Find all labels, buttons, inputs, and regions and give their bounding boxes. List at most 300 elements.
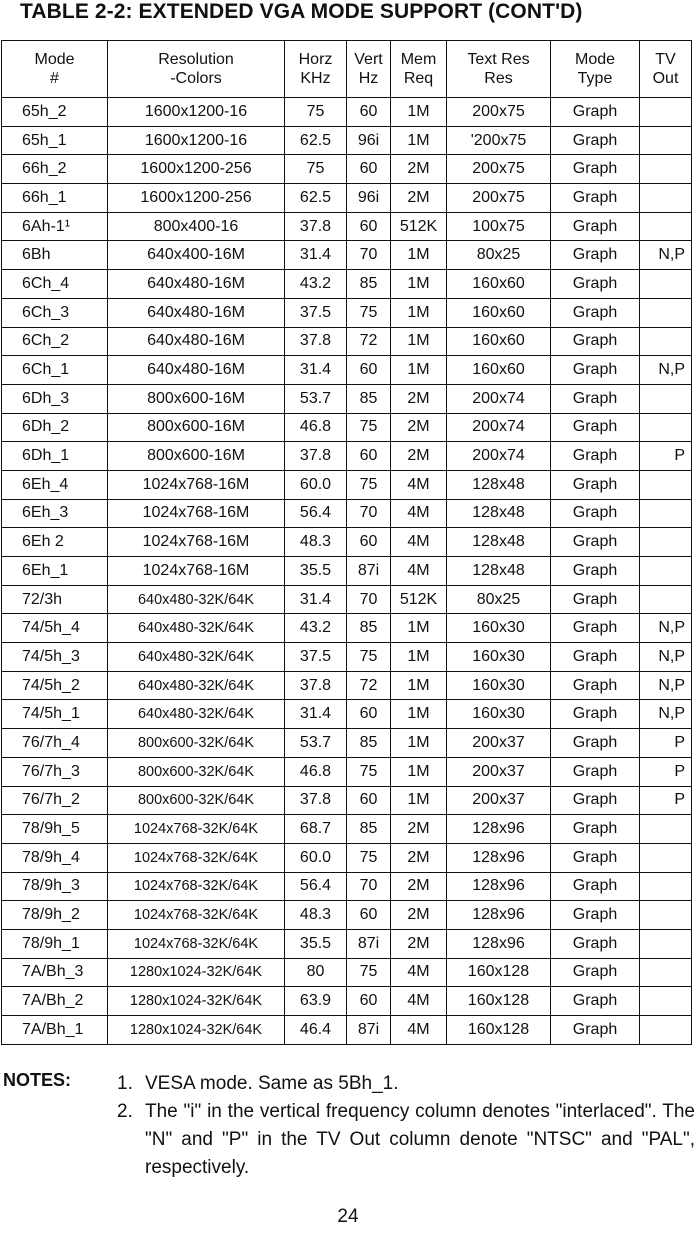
- cell-tv: N,P: [640, 356, 692, 385]
- cell-mode: 6Dh_1: [2, 442, 108, 471]
- cell-mode: 6Eh_1: [2, 557, 108, 586]
- cell-type: Graph: [551, 929, 640, 958]
- cell-res: 640x480-16M: [108, 298, 285, 327]
- cell-mode: 7A/Bh_1: [2, 1016, 108, 1045]
- cell-vert: 60: [347, 155, 391, 184]
- cell-horz: 60.0: [285, 470, 347, 499]
- table-row: [2, 184, 692, 213]
- cell-textres: 200x75: [447, 98, 551, 127]
- header-text-res-line1: Text Res: [467, 51, 530, 68]
- cell-res: 1600x1200-256: [108, 184, 285, 213]
- cell-res: 1024x768-32K/64K: [108, 901, 285, 930]
- cell-mode: 78/9h_4: [2, 843, 108, 872]
- cell-mode: 7A/Bh_3: [2, 958, 108, 987]
- cell-mem: 1M: [391, 643, 447, 672]
- cell-mem: 1M: [391, 126, 447, 155]
- cell-mode: 6Eh_4: [2, 470, 108, 499]
- header-tv-out-line1: TV: [655, 51, 676, 68]
- header-text-res: [447, 41, 551, 98]
- cell-vert: 60: [347, 786, 391, 815]
- cell-res: 640x480-16M: [108, 356, 285, 385]
- header-mode-line2: #: [50, 70, 59, 87]
- cell-mode: 74/5h_2: [2, 671, 108, 700]
- cell-horz: 46.8: [285, 413, 347, 442]
- table-row: [2, 499, 692, 528]
- cell-mem: 4M: [391, 470, 447, 499]
- cell-textres: 100x75: [447, 212, 551, 241]
- cell-textres: 200x74: [447, 442, 551, 471]
- cell-mem: 4M: [391, 987, 447, 1016]
- cell-res: 1024x768-32K/64K: [108, 872, 285, 901]
- cell-res: 640x480-32K/64K: [108, 614, 285, 643]
- cell-textres: 160x128: [447, 987, 551, 1016]
- cell-res: 800x600-32K/64K: [108, 757, 285, 786]
- table-row: [2, 671, 692, 700]
- cell-horz: 60.0: [285, 843, 347, 872]
- cell-tv: [640, 929, 692, 958]
- cell-textres: 200x37: [447, 729, 551, 758]
- cell-res: 800x600-16M: [108, 442, 285, 471]
- cell-mode: 65h_2: [2, 98, 108, 127]
- cell-vert: 60: [347, 987, 391, 1016]
- cell-mode: 6Bh: [2, 241, 108, 270]
- cell-tv: N,P: [640, 614, 692, 643]
- cell-type: Graph: [551, 298, 640, 327]
- cell-vert: 72: [347, 671, 391, 700]
- header-resolution: [108, 41, 285, 98]
- table-row: [2, 585, 692, 614]
- cell-vert: 60: [347, 212, 391, 241]
- cell-mode: 78/9h_1: [2, 929, 108, 958]
- cell-mem: 1M: [391, 327, 447, 356]
- cell-mode: 6Eh_3: [2, 499, 108, 528]
- header-mode-type-line2: Type: [577, 70, 613, 87]
- cell-textres: 80x25: [447, 585, 551, 614]
- cell-res: 800x600-16M: [108, 384, 285, 413]
- header-resolution-line2: -Colors: [170, 70, 222, 87]
- cell-tv: [640, 327, 692, 356]
- table-row: [2, 557, 692, 586]
- header-vert-line1: Vert: [354, 51, 383, 68]
- header-mode: [2, 41, 108, 98]
- cell-mem: 1M: [391, 298, 447, 327]
- table-row: [2, 126, 692, 155]
- table-header: [2, 41, 692, 98]
- cell-vert: 70: [347, 585, 391, 614]
- cell-tv: [640, 270, 692, 299]
- table-row: [2, 872, 692, 901]
- cell-vert: 60: [347, 901, 391, 930]
- cell-vert: 75: [347, 757, 391, 786]
- cell-type: Graph: [551, 442, 640, 471]
- cell-type: Graph: [551, 241, 640, 270]
- cell-textres: 160x30: [447, 614, 551, 643]
- header-mode-line1: Mode: [34, 51, 75, 68]
- cell-tv: [640, 184, 692, 213]
- cell-horz: 56.4: [285, 872, 347, 901]
- cell-res: 1280x1024-32K/64K: [108, 1016, 285, 1045]
- cell-mode: 66h_1: [2, 184, 108, 213]
- cell-res: 640x480-32K/64K: [108, 585, 285, 614]
- cell-res: 1024x768-32K/64K: [108, 929, 285, 958]
- cell-textres: 160x128: [447, 1016, 551, 1045]
- cell-mem: 2M: [391, 929, 447, 958]
- cell-vert: 85: [347, 729, 391, 758]
- cell-tv: P: [640, 786, 692, 815]
- cell-horz: 43.2: [285, 614, 347, 643]
- cell-tv: [640, 901, 692, 930]
- cell-tv: P: [640, 757, 692, 786]
- cell-textres: 160x60: [447, 356, 551, 385]
- cell-res: 1024x768-16M: [108, 528, 285, 557]
- cell-mem: 4M: [391, 958, 447, 987]
- cell-tv: [640, 1016, 692, 1045]
- cell-mode: 66h_2: [2, 155, 108, 184]
- cell-tv: [640, 987, 692, 1016]
- cell-mode: 6Dh_3: [2, 384, 108, 413]
- cell-textres: 128x48: [447, 499, 551, 528]
- page-number: 24: [337, 1206, 359, 1227]
- cell-mem: 512K: [391, 585, 447, 614]
- table-row: [2, 298, 692, 327]
- cell-textres: 160x128: [447, 958, 551, 987]
- cell-tv: [640, 98, 692, 127]
- header-resolution-line1: Resolution: [158, 51, 234, 68]
- cell-horz: 62.5: [285, 184, 347, 213]
- cell-tv: [640, 384, 692, 413]
- cell-res: 1024x768-16M: [108, 499, 285, 528]
- cell-horz: 80: [285, 958, 347, 987]
- cell-mode: 74/5h_4: [2, 614, 108, 643]
- cell-type: Graph: [551, 815, 640, 844]
- cell-textres: '200x75: [447, 126, 551, 155]
- cell-textres: 128x48: [447, 528, 551, 557]
- table-row: [2, 470, 692, 499]
- cell-tv: [640, 212, 692, 241]
- cell-res: 800x600-16M: [108, 413, 285, 442]
- cell-mode: 74/5h_1: [2, 700, 108, 729]
- table-row: [2, 327, 692, 356]
- cell-type: Graph: [551, 671, 640, 700]
- cell-textres: 160x60: [447, 298, 551, 327]
- header-vert-line2: Hz: [358, 70, 379, 87]
- cell-horz: 37.8: [285, 671, 347, 700]
- cell-tv: N,P: [640, 643, 692, 672]
- cell-tv: [640, 413, 692, 442]
- cell-tv: N,P: [640, 671, 692, 700]
- header-mode-type: [551, 41, 640, 98]
- cell-mode: 78/9h_2: [2, 901, 108, 930]
- cell-vert: 70: [347, 499, 391, 528]
- cell-mem: 1M: [391, 700, 447, 729]
- cell-mode: 6Dh_2: [2, 413, 108, 442]
- cell-horz: 37.8: [285, 327, 347, 356]
- cell-mem: 1M: [391, 98, 447, 127]
- cell-vert: 87i: [347, 557, 391, 586]
- cell-horz: 31.4: [285, 700, 347, 729]
- note-item: [117, 1070, 695, 1098]
- cell-vert: 72: [347, 327, 391, 356]
- cell-mode: 76/7h_4: [2, 729, 108, 758]
- cell-textres: 128x96: [447, 929, 551, 958]
- table-row: [2, 643, 692, 672]
- cell-mem: 1M: [391, 786, 447, 815]
- header-mode-type-line1: Mode: [574, 51, 616, 68]
- cell-type: Graph: [551, 958, 640, 987]
- cell-type: Graph: [551, 614, 640, 643]
- header-horz: [285, 41, 347, 98]
- note-text: VESA mode. Same as 5Bh_1.: [145, 1073, 399, 1094]
- header-row: [2, 41, 692, 98]
- cell-res: 1600x1200-16: [108, 98, 285, 127]
- cell-textres: 128x96: [447, 815, 551, 844]
- table-row: [2, 700, 692, 729]
- cell-mem: 2M: [391, 413, 447, 442]
- cell-mem: 2M: [391, 815, 447, 844]
- cell-vert: 85: [347, 270, 391, 299]
- cell-horz: 56.4: [285, 499, 347, 528]
- cell-res: 1024x768-32K/64K: [108, 815, 285, 844]
- cell-mode: 72/3h: [2, 585, 108, 614]
- table-row: [2, 356, 692, 385]
- cell-type: Graph: [551, 184, 640, 213]
- table-row: [2, 614, 692, 643]
- cell-textres: 200x74: [447, 384, 551, 413]
- cell-type: Graph: [551, 729, 640, 758]
- cell-mem: 4M: [391, 499, 447, 528]
- cell-res: 800x600-32K/64K: [108, 729, 285, 758]
- cell-tv: N,P: [640, 241, 692, 270]
- cell-tv: [640, 499, 692, 528]
- cell-type: Graph: [551, 212, 640, 241]
- cell-res: 1024x768-16M: [108, 557, 285, 586]
- table-body: [2, 98, 692, 1045]
- cell-horz: 53.7: [285, 729, 347, 758]
- cell-textres: 200x75: [447, 155, 551, 184]
- cell-horz: 75: [285, 98, 347, 127]
- cell-mode: 6Ch_4: [2, 270, 108, 299]
- cell-textres: 160x30: [447, 671, 551, 700]
- cell-vert: 60: [347, 98, 391, 127]
- cell-horz: 37.5: [285, 298, 347, 327]
- cell-mem: 2M: [391, 184, 447, 213]
- cell-mem: 2M: [391, 843, 447, 872]
- cell-vert: 87i: [347, 929, 391, 958]
- header-mem-line1: Mem: [400, 51, 437, 68]
- cell-tv: [640, 470, 692, 499]
- header-horz-line1: Horz: [298, 51, 333, 68]
- cell-res: 640x480-32K/64K: [108, 671, 285, 700]
- cell-mode: 74/5h_3: [2, 643, 108, 672]
- cell-textres: 160x30: [447, 700, 551, 729]
- cell-mode: 6Ch_3: [2, 298, 108, 327]
- cell-vert: 75: [347, 643, 391, 672]
- note-number: 1.: [117, 1073, 133, 1094]
- cell-type: Graph: [551, 413, 640, 442]
- cell-vert: 96i: [347, 184, 391, 213]
- cell-horz: 31.4: [285, 585, 347, 614]
- cell-type: Graph: [551, 270, 640, 299]
- cell-horz: 62.5: [285, 126, 347, 155]
- cell-res: 640x480-16M: [108, 327, 285, 356]
- cell-mode: 6Ch_2: [2, 327, 108, 356]
- cell-tv: P: [640, 729, 692, 758]
- header-text-res-line2: Res: [484, 70, 513, 87]
- table-row: [2, 786, 692, 815]
- cell-mem: 2M: [391, 872, 447, 901]
- cell-textres: 128x48: [447, 470, 551, 499]
- cell-horz: 53.7: [285, 384, 347, 413]
- cell-mode: 65h_1: [2, 126, 108, 155]
- cell-tv: [640, 585, 692, 614]
- cell-tv: P: [640, 442, 692, 471]
- cell-res: 800x600-32K/64K: [108, 786, 285, 815]
- table-row: [2, 929, 692, 958]
- cell-tv: [640, 557, 692, 586]
- cell-type: Graph: [551, 499, 640, 528]
- cell-type: Graph: [551, 327, 640, 356]
- table-row: [2, 958, 692, 987]
- cell-type: Graph: [551, 155, 640, 184]
- cell-res: 640x480-16M: [108, 270, 285, 299]
- header-tv-out: [640, 41, 692, 98]
- table-row: [2, 1016, 692, 1045]
- cell-mem: 4M: [391, 557, 447, 586]
- cell-res: 640x480-32K/64K: [108, 643, 285, 672]
- cell-mem: 1M: [391, 614, 447, 643]
- cell-res: 640x400-16M: [108, 241, 285, 270]
- table-row: [2, 241, 692, 270]
- cell-mem: 2M: [391, 155, 447, 184]
- cell-res: 1280x1024-32K/64K: [108, 958, 285, 987]
- header-mem-line2: Req: [403, 70, 434, 87]
- table-row: [2, 155, 692, 184]
- note-text: The "i" in the vertical frequency column denotes "interlaced". The "N" and "P" in the TV Out column denote "NTSC" and "PAL", respectively.: [145, 1101, 695, 1178]
- cell-textres: 80x25: [447, 241, 551, 270]
- table-row: [2, 843, 692, 872]
- cell-type: Graph: [551, 786, 640, 815]
- cell-vert: 85: [347, 614, 391, 643]
- cell-vert: 60: [347, 442, 391, 471]
- cell-res: 640x480-32K/64K: [108, 700, 285, 729]
- cell-res: 1024x768-16M: [108, 470, 285, 499]
- cell-textres: 128x48: [447, 557, 551, 586]
- table-row: [2, 901, 692, 930]
- cell-type: Graph: [551, 384, 640, 413]
- notes-label: NOTES:: [3, 1070, 72, 1090]
- cell-horz: 37.8: [285, 786, 347, 815]
- cell-textres: 200x37: [447, 786, 551, 815]
- cell-type: Graph: [551, 872, 640, 901]
- cell-mem: 2M: [391, 442, 447, 471]
- cell-type: Graph: [551, 585, 640, 614]
- cell-type: Graph: [551, 528, 640, 557]
- cell-tv: [640, 815, 692, 844]
- cell-vert: 60: [347, 528, 391, 557]
- cell-type: Graph: [551, 643, 640, 672]
- cell-type: Graph: [551, 98, 640, 127]
- cell-tv: [640, 298, 692, 327]
- cell-horz: 63.9: [285, 987, 347, 1016]
- cell-textres: 128x96: [447, 901, 551, 930]
- cell-textres: 200x75: [447, 184, 551, 213]
- cell-mem: 2M: [391, 901, 447, 930]
- vga-mode-table: [1, 40, 692, 1045]
- cell-textres: 128x96: [447, 872, 551, 901]
- cell-mode: 76/7h_3: [2, 757, 108, 786]
- cell-textres: 128x96: [447, 843, 551, 872]
- table-row: [2, 270, 692, 299]
- cell-textres: 160x60: [447, 270, 551, 299]
- cell-vert: 70: [347, 241, 391, 270]
- cell-mode: 78/9h_3: [2, 872, 108, 901]
- cell-vert: 85: [347, 815, 391, 844]
- header-tv-out-line2: Out: [652, 70, 679, 87]
- cell-horz: 46.8: [285, 757, 347, 786]
- cell-res: 1600x1200-256: [108, 155, 285, 184]
- cell-mem: 1M: [391, 757, 447, 786]
- cell-horz: 48.3: [285, 528, 347, 557]
- cell-mem: 1M: [391, 356, 447, 385]
- cell-mode: 6Ch_1: [2, 356, 108, 385]
- cell-horz: 37.8: [285, 442, 347, 471]
- cell-horz: 35.5: [285, 557, 347, 586]
- cell-tv: N,P: [640, 700, 692, 729]
- cell-vert: 87i: [347, 1016, 391, 1045]
- cell-type: Graph: [551, 356, 640, 385]
- cell-horz: 31.4: [285, 356, 347, 385]
- cell-horz: 68.7: [285, 815, 347, 844]
- table-row: [2, 413, 692, 442]
- cell-textres: 200x74: [447, 413, 551, 442]
- cell-horz: 75: [285, 155, 347, 184]
- cell-vert: 75: [347, 958, 391, 987]
- table-row: [2, 98, 692, 127]
- cell-vert: 75: [347, 843, 391, 872]
- cell-mem: 4M: [391, 1016, 447, 1045]
- cell-type: Graph: [551, 700, 640, 729]
- cell-textres: 160x30: [447, 643, 551, 672]
- table-row: [2, 442, 692, 471]
- cell-vert: 60: [347, 356, 391, 385]
- cell-res: 1024x768-32K/64K: [108, 843, 285, 872]
- cell-vert: 85: [347, 384, 391, 413]
- cell-mem: 1M: [391, 241, 447, 270]
- table-row: [2, 528, 692, 557]
- cell-res: 800x400-16: [108, 212, 285, 241]
- cell-type: Graph: [551, 1016, 640, 1045]
- table-row: [2, 729, 692, 758]
- cell-vert: 75: [347, 298, 391, 327]
- cell-tv: [640, 528, 692, 557]
- cell-mem: 2M: [391, 384, 447, 413]
- note-item: [117, 1098, 695, 1182]
- cell-horz: 46.4: [285, 1016, 347, 1045]
- cell-type: Graph: [551, 126, 640, 155]
- cell-mode: 6Ah-1¹: [2, 212, 108, 241]
- header-mem: [391, 41, 447, 98]
- cell-tv: [640, 843, 692, 872]
- cell-type: Graph: [551, 557, 640, 586]
- cell-res: 1280x1024-32K/64K: [108, 987, 285, 1016]
- cell-tv: [640, 155, 692, 184]
- cell-type: Graph: [551, 470, 640, 499]
- notes-list: [117, 1070, 695, 1182]
- cell-mode: 76/7h_2: [2, 786, 108, 815]
- cell-mem: 4M: [391, 528, 447, 557]
- table-row: [2, 757, 692, 786]
- cell-type: Graph: [551, 843, 640, 872]
